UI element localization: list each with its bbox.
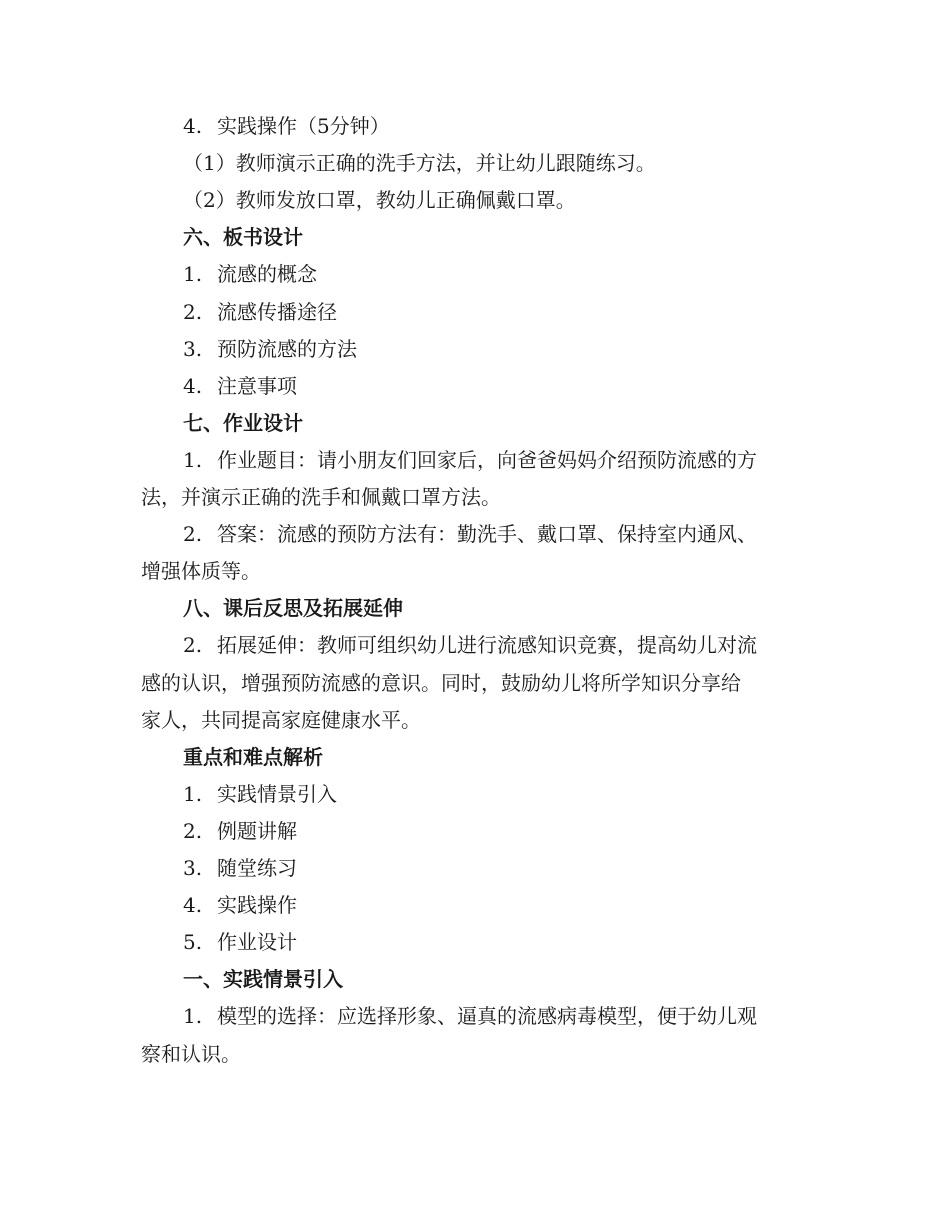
list-number: 4.	[183, 893, 203, 918]
section-heading: 八、课后反思及拓展延伸	[183, 596, 403, 621]
section-heading: 一、实践情景引入	[183, 967, 343, 992]
list-item	[183, 930, 297, 954]
list-text: 实践操作（5分钟）	[217, 114, 390, 138]
list-number: 2.	[183, 522, 203, 547]
list-item	[183, 893, 297, 917]
list-number: 1.	[183, 447, 203, 472]
list-number: 5.	[183, 930, 203, 955]
paragraph-line: 法，并演示正确的洗手和佩戴口罩方法。	[141, 485, 501, 509]
paragraph-line: 感的认识，增强预防流感的意识。同时，鼓励幼儿将所学知识分享给	[141, 670, 741, 695]
list-item	[183, 522, 757, 546]
list-text: 实践情景引入	[217, 781, 337, 806]
list-number: 2.	[183, 818, 203, 843]
list-number: 4.	[183, 114, 203, 138]
section-heading: 六、板书设计	[183, 225, 303, 250]
list-item	[183, 1004, 757, 1028]
list-number: 1.	[183, 262, 203, 287]
list-text: 流感传播途径	[217, 299, 337, 324]
list-item	[183, 337, 357, 361]
list-item	[183, 114, 390, 138]
list-item	[183, 633, 757, 657]
list-text: 注意事项	[217, 373, 297, 398]
list-number: 1.	[183, 1004, 203, 1029]
list-number: 2.	[183, 633, 203, 658]
list-item	[183, 819, 297, 843]
list-text: 例题讲解	[217, 818, 297, 843]
section-heading: 重点和难点解析	[183, 744, 323, 769]
list-number: 2.	[183, 299, 203, 324]
list-number: 1.	[183, 781, 203, 806]
list-text: 作业题目：请小朋友们回家后，向爸爸妈妈介绍预防流感的方	[217, 447, 757, 472]
list-item	[183, 448, 757, 472]
list-item	[183, 856, 297, 880]
list-text: 作业设计	[217, 930, 297, 955]
list-text: 实践操作	[217, 893, 297, 918]
list-text: 随堂练习	[217, 856, 297, 880]
list-item	[183, 300, 337, 324]
list-text: 流感的概念	[217, 262, 317, 287]
list-text: 模型的选择：应选择形象、逼真的流感病毒模型，便于幼儿观	[217, 1004, 757, 1029]
list-item	[183, 374, 297, 398]
paragraph-line: 察和认识。	[141, 1041, 241, 1066]
paragraph-line: 增强体质等。	[141, 559, 261, 584]
paragraph-line: （1）教师演示正确的洗手方法，并让幼儿跟随练习。	[183, 151, 656, 176]
list-number: 3.	[183, 856, 203, 880]
section-heading: 七、作业设计	[183, 410, 303, 435]
list-text: 答案：流感的预防方法有：勤洗手、戴口罩、保持室内通风、	[217, 522, 757, 547]
list-text: 拓展延伸：教师可组织幼儿进行流感知识竞赛，提高幼儿对流	[217, 633, 757, 658]
list-item	[183, 262, 317, 286]
list-text: 预防流感的方法	[217, 336, 357, 361]
list-number: 3.	[183, 336, 203, 361]
paragraph-line: 家人，共同提高家庭健康水平。	[141, 707, 421, 732]
list-number: 4.	[183, 373, 203, 398]
paragraph-line: （2）教师发放口罩，教幼儿正确佩戴口罩。	[183, 188, 576, 213]
list-item	[183, 782, 337, 806]
